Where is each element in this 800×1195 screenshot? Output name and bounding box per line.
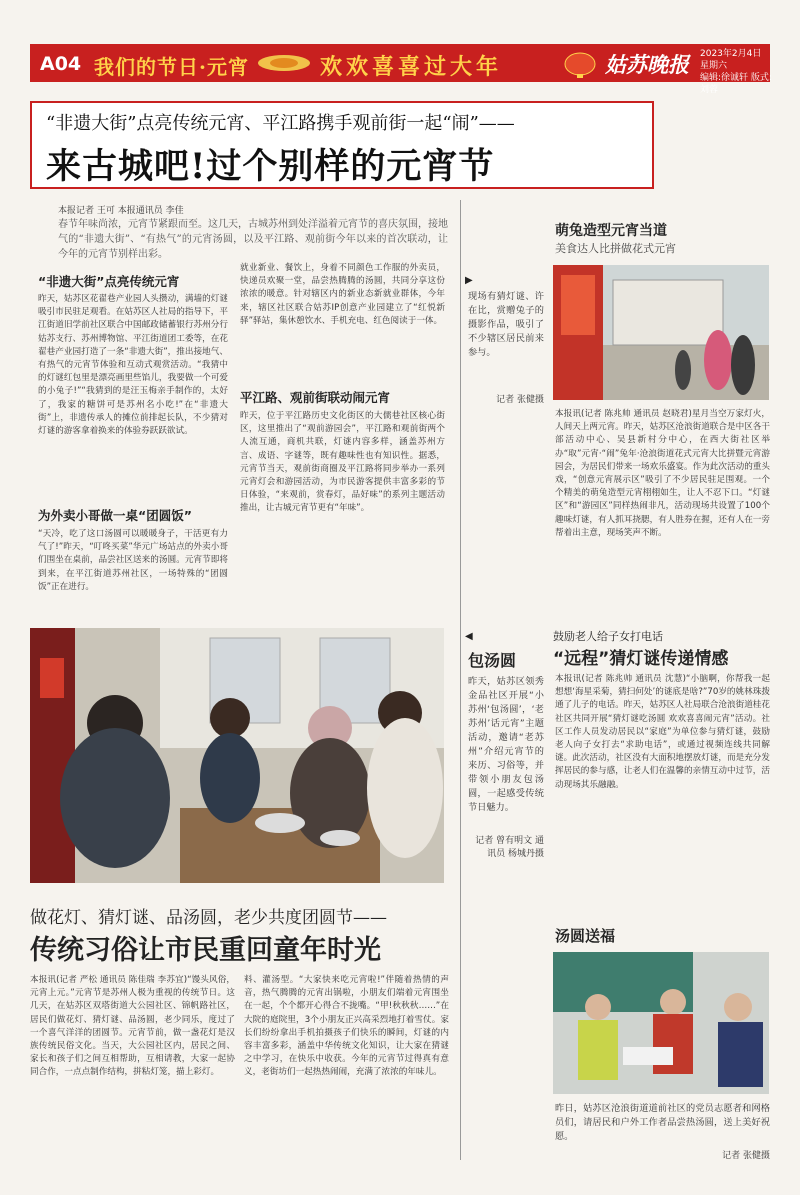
- bottom-paragraph-1: 本报讯(记者 严松 通讯员 陈佳瑞 李苏宜)“馒头风俗，元宵上元。”元宵节是苏州人极为重视的传统节日。这几天，在姑苏区双塔街道大公园社区、锦帆路社区，居民们做花灯、猜灯谜、品汤圆，老少同乐，度过了一个喜气洋洋的团圆节。元宵节前，做一盏花灯是汉族传统民俗文化。当天，大公园社区内，居民之间、家长和孩子们之间互相帮助，互相请教，大家一起协同合作，一点点制作结构，拼粘灯笼，描上彩灯。: [30, 975, 235, 1078]
- small-col-credit: 记者 曾有明文 通讯员 杨城丹摄: [475, 836, 544, 859]
- lead-subhead-2: 为外卖小哥做一桌“团圆饭”: [38, 508, 192, 523]
- lead-subhead-3: 平江路、观前街联动闹元宵: [240, 390, 391, 405]
- side-photo-credit: 记者 张健摄: [496, 395, 544, 405]
- slogan: 欢欢喜喜过大年: [320, 54, 503, 80]
- side3-caption: 昨日，姑苏区沧浪街道道前社区的党员志愿者和网格员们，请居民和户外工作者品尝热汤圆，送上美好祝愿。: [555, 1103, 770, 1142]
- tangyuan-blessing-photo: [553, 952, 769, 1094]
- lead-paragraph-4: 昨天，位于平江路历史文化街区的大儒巷社区核心街区，这里推出了“观前游园会”，平江路和观前街两个人流互通，商机共联，灯谜内容多样，涵盖苏州方言、成语、字谜等，既有趣味性也有知识性。据悉，元宵节当天，观前街商圈及平江路将同步举办一系列元宵灯会和游园活动，为市民游客提供丰富多彩的节日体验，“来观前，赏春灯，品好味”的系列主题活动推出，让古城元宵节更有“年味”。: [240, 411, 445, 514]
- side2-paragraph: 本报讯(记者 陈兆帅 通讯员 沈慧)“小脑啊，你帮我一起想想‘海星采菊，猜扫何处’的谜底是啥?”70岁的姚林珠拨通了儿子的电话。昨天，姑苏区人社局联合沧浪街道桂花社区共同开展“猜灯谜吃汤圆 欢欢喜喜闹元宵”活动。社区工作人员发动居民以“家庭”为单位参与猜灯谜，鼓励老人向子女打去“求助电话”，或通过视频连线共同解谜。此次活动，社区没有大面积地摆放灯谜，而是充分发挥居民的参与感，让老人们在温馨的亲情互动中过节，活动现场其乐融融。: [555, 674, 770, 790]
- side1-subtitle: 美食达人比拼做花式元宵: [555, 242, 676, 255]
- lantern-decoration-icon: [255, 52, 313, 74]
- caption-arrow-icon: ▶: [465, 275, 473, 286]
- side3-credit: 记者 张健摄: [722, 1151, 770, 1161]
- issue-date: 2023年2月4日 星期六: [700, 49, 762, 71]
- rabbit-yuanxiao-photo: [553, 265, 769, 400]
- page-number: A04: [40, 53, 82, 75]
- lead-paragraph-2: “天冷，吃了这口汤圆可以暖暖身子，干活更有力气了!”昨天，“叮咚买菜”华元广场站点的外卖小哥们围坐在桌前，品尝社区送来的汤圆。元宵节即将到来，在平江街道苏州社区，一场特殊的“团圆饭”正在进行。: [38, 529, 228, 592]
- lead-headline: 来古城吧!过个别样的元宵节: [46, 146, 495, 187]
- side1-title: 萌兔造型元宵当道: [555, 223, 667, 239]
- lead-byline: 本报记者 王可 本报通讯员 李佳: [58, 206, 184, 216]
- bottom-paragraph-2: 料、灌汤型。“大家快来吃元宵啦!”伴随着热情的声音，热气腾腾的元宵出锅啦，小朋友们端着元宵围坐在一起，个个都开心得合不拢嘴。“甲!秋秋秋……”在大院的庭院里，3个小朋友正兴高采烈地打着雪仗。家长们纷纷拿出手机拍摄孩子们快乐的瞬间，灯谜的内容丰富多彩，涵盖中华传统文化知识，让大家在猜谜之中学习，在快乐中收获。今年的元宵节过得真有意义，老街坊们一起热热闹闹，充满了浓浓的年味儿。: [244, 975, 449, 1078]
- small-col-text: 昨天，姑苏区领秀金品社区开展“小苏州‘包汤圆’，‘老苏州’话元宵”主题活动，邀请“老苏州”介绍元宵节的来历、习俗等，并带领小朋友包汤圆，一起感受传统节日魅力。: [468, 676, 544, 813]
- side2-title: “远程”猜灯谜传递情感: [553, 649, 729, 669]
- masthead-bar: [30, 44, 772, 95]
- newspaper-name: 姑苏晚报: [605, 52, 689, 77]
- small-col-arrow-icon: ◀: [465, 631, 473, 642]
- small-col-title: 包汤圆: [468, 651, 517, 670]
- section-title: 我们的节日·元宵: [94, 55, 249, 79]
- side3-title: 汤圆送福: [555, 927, 616, 945]
- lead-kicker: “非遗大街”点亮传统元宵、平江路携手观前街一起“闹”——: [46, 113, 515, 134]
- lead-paragraph-3: 就业新业、餐饮上，身着不同颜色工作服的外卖员，快递员欢聚一堂，品尝热腾腾的汤圆，共同分享这份浓浓的暖意。针对辖区内的新业态新就业群体，今年来，辖区社区联合姑苏IP创意产业园建立了“红悦新驿”驿站，集休憩饮水、手机充电、红色阅读于一体。: [240, 263, 445, 326]
- column-divider: [460, 200, 461, 1160]
- side-photo-caption: 现场有猜灯谜、许在比，赏赠兔子的摄影作品，吸引了不少辖区居民前来参与。: [468, 291, 544, 358]
- lead-lede: 春节年味尚浓，元宵节紧跟而至。这几天，古城苏州到处洋溢着元宵节的喜庆氛围，接地气的“非遗大街”、“有热气”的元宵汤圆，以及平江路、观前街今年以来的首次联动，让今年的元宵节别样出彩。: [58, 219, 448, 260]
- side2-kicker: 鼓励老人给子女打电话: [553, 630, 663, 643]
- editors: 编辑:徐诚轩 版式:刘蓉: [700, 73, 772, 95]
- issue-date-editors: [700, 48, 772, 96]
- bottom-kicker: 做花灯、猜灯谜、品汤圆，老少共度团圆节——: [30, 908, 387, 928]
- lead-paragraph-1: 昨天，姑苏区花翟巷产业园人头攒动，满墙的灯谜吸引市民驻足观看。在姑苏区人社局的指导下，平江街道旧学前社区联合中国邮政储蓄银行苏州分行姑苏支行、苏州博物馆、平江街道团工委等，在花翟巷产业园打造了一条“非遗大街”，推出接地气、有热气的元宵节体验和互动式观赏活动。“我猜中的灯谜红包里是漂亮画里些馅儿，我要做一个可爱的小兔子!”“我猜到的是汪玉梅亲手制作的，太好了，我家的糖饼可是苏州名小吃!”在“非遗大街”上，非遗传承人的摊位前排起长队，不少猜对灯谜的游客拿着换来的体验券跃跃欲试。: [38, 294, 228, 437]
- lead-headline-box: [30, 101, 654, 189]
- dumpling-making-photo: [30, 628, 444, 883]
- lead-subhead-1: “非遗大街”点亮传统元宵: [38, 274, 180, 289]
- side1-paragraph: 本报讯(记者 陈兆帅 通讯员 赵晓君)星月当空万家灯火，人间天上两元宵。昨天，姑苏区沧浪街道联合是中区各干部活动中心、吴县新村分中心，在西大街社区举办“取”元宵·“闹”兔年·沧浪街道花式元宵大比拼暨元宵游园会，为居民们带来一场欢乐盛宴。作为此次活动的重头戏，“创意元宵展示区”吸引了不少居民驻足围观。一个个精美的萌兔造型元宵栩栩如生，让人不忍下口。“灯谜区”和“游园区”同样热闹非凡，活动现场共设置了100个趣味灯谜，有人抓耳挠腮，有人胜券在握，还有人在一旁帮着出主意，现场笑声不断。: [555, 409, 770, 538]
- red-lantern-icon: [560, 48, 600, 78]
- bottom-headline: 传统习俗让市民重回童年时光: [30, 935, 381, 966]
